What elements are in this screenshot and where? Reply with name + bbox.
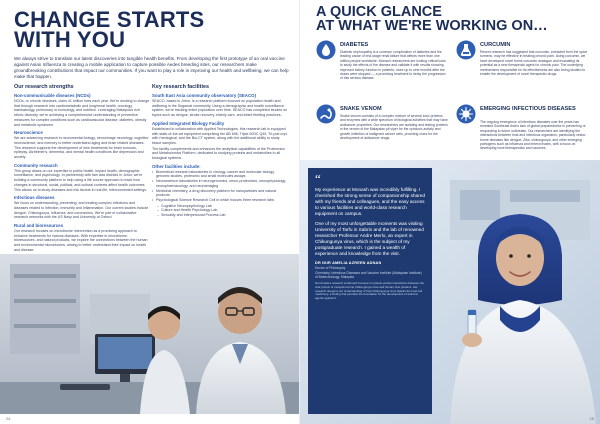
topic-body: Recent research has suggested that curcumin, extracted from the spice turmeric, may be effective in treating chronic pain. Using curcumin, we have developed novel forms curcumin analogue and evaluating its potential as a new therapeutic agent for chronic pain. The underlying mechanisms responsible for its effectiveness are also being studied to enable the development of novel therapeutic drugs. xyxy=(480,50,588,77)
topic-snake-venom xyxy=(316,104,448,160)
strength-body: We focus on understanding, preventing, and treating complex infections and diseases related to infection, immunity and inflammation. Our current studies include dengue, Chikungunya, influenza, and coronavirus. We're part of collaborative research networks with the US Navy and University of Oxford. xyxy=(14,201,149,220)
list-item: • Medicinal chemistry, a drug discovery platform for nanoparticles and natural products xyxy=(152,189,288,198)
topic-heading: CURCUMIN xyxy=(480,42,511,48)
topic-body: Snake venom consists of a complex mixture of several toxic proteins and enzymes with a wide spectrum of biological activities that may have anticancer properties. Our researchers are isolating and testing proteins in the venom of the Malaysian pit viper for the cytotoxic activity and growth inhibition of malignant cancer cells, providing clues for the development of anticancer drugs. xyxy=(340,114,448,141)
topic-body: Diabetic nephropathy is a common complication of diabetes and the leading cause of end-stage renal failure that affects more than one million people worldwide. Monash researchers are looking critical tools to study the effects of the disease and validate it with results showing improved kidney function in patients, more up to nine months after the doses were stopped — a promising treatment to delay the progression of this serious disease. xyxy=(340,50,446,81)
glance-title-line-1: A QUICK GLANCE xyxy=(316,4,442,20)
strength-heading: Community research xyxy=(14,162,58,168)
quote-author-institution: Chemistry, Infectious Diseases and Vaccine Institute (Malaysian Institute) of Biotechnology, Malaysia xyxy=(315,271,422,279)
testimonial-quote-box xyxy=(308,168,432,414)
page-number-right: 25 xyxy=(589,416,594,421)
strength-body: Our research focuses on microbiome intervention as a promising approach to enhance treatments for various diseases. With expertise in microbiome, bioresources, and natural products, we explore the connections between the human and environmental microbiomes, aiming to better understand their impact on health and disease. xyxy=(14,229,148,252)
topic-diabetes xyxy=(316,40,448,102)
other-facilities-heading: Other facilities include: xyxy=(152,163,201,169)
strength-body: NCDs, or chronic diseases, claim 41 million lives each year. We're working to change that through research into cardiometabolic and lung/renal health, oncology, haematology, pulmonary or toxicology, and nutrition. Leveraging Malaysia's rich ethnic diversity, we're achieving a comprehensive understanding of preventive measures for complex conditions such as cardiovascular disease, diabetes, obesity and metabolic syndrome. xyxy=(14,99,150,127)
facility-heading: South East Asia community observatory (SEACO) xyxy=(152,93,257,98)
quote-paragraph: My experience at Monash was incredibly fulfilling. I cherished the strong sense of companionship shared with my friends and colleagues, and the easy access to various facilities and world-class research equipment on campus. xyxy=(315,187,425,216)
facility-body: SEACO, based in Johor, is a research platform focused on population health and wellbeing in the Segamat community. Using a demographic and health surveillance system, we're tracking entire population over time. SEACO has completed studies on topics such as dengue, stroke recovery, elderly care, and infant feeding practices. xyxy=(152,99,288,118)
facility-body: The facility complements and enhances the analytical capabilities of the Proteomics and Metabolomics Platform, dedicated to studying proteins and metabolites in all biological systems. xyxy=(152,146,285,161)
title-line-1: CHANGE STARTS xyxy=(14,7,205,32)
quote-author-bio: Nur Amelia's research at Monash focused on protein-protein interactions between the viral protein of mosquito-borne Chikungunya virus and human host proteins. Her research deepens our understanding of how Chikungunya virus hijacks the host cell machinery, a finding that provides the foundation for the development of antiviral agents against it. xyxy=(315,281,425,301)
snake-icon xyxy=(316,104,336,124)
psych-labs-list xyxy=(152,204,288,218)
strength-item xyxy=(14,163,150,193)
topic-heading: DIABETES xyxy=(340,42,369,48)
strength-item xyxy=(14,195,150,220)
glance-title-line-2: AT WHAT WE'RE WORKING ON… xyxy=(316,17,548,34)
quote-mark-icon: “ xyxy=(315,171,321,186)
list-item: – Sexuality and Interpersonal Process Lab xyxy=(157,213,288,218)
page-title xyxy=(14,7,284,52)
research-strengths-column xyxy=(14,84,150,254)
list-item: – Cognitive Neuropsychology Lab xyxy=(157,204,288,209)
quote-author-name: DR NUR AMELIA AZREEN ADNAN xyxy=(315,261,382,265)
list-item: • Biomedical research laboratories in virology, cancer and molecular biology, genomic studies, proteomic and small molecules assays xyxy=(152,170,288,179)
strength-heading: Rural and bioresources xyxy=(14,223,64,229)
facility-body: Established in collaboration with Applied Technologies, this research lab is equipped with state-of-the-art equipment comprising the AB 696, Triple MXIC Q40, Tri-pod cryo with rheological, and the Bio-CT system, along with the additional ability to study tissue samples. xyxy=(152,126,288,145)
lab-photo-illustration xyxy=(0,254,300,414)
quote-author-role: Doctor of Philosophy xyxy=(315,266,346,270)
strength-item xyxy=(14,223,150,253)
facility-item xyxy=(152,93,288,118)
topic-curcumin xyxy=(456,40,588,102)
facilities-heading: Key research facilities xyxy=(152,84,209,90)
list-item: – Culture and Health Psychology Lab xyxy=(157,208,288,213)
right-page xyxy=(300,0,600,424)
quote-text xyxy=(315,187,425,257)
quote-paragraph: One of my most unforgettable moments was visiting University of Tarfu in Sabrin and the lab of renowned researcher Professor Andre Merlo, an expert in Chikungunya virus, which is the subject of my postgraduate research. I gained a wealth of experience and knowledge from the visit. xyxy=(315,221,424,256)
strength-body: We are advancing research in neuromental biology, neuroimage neurology, cognitive neuroscience, and memory to better understand aging and brain related diseases. This research supports the development of new treatments for brain tumours, epilepsy, Alzheimer's, dementia, and mental health conditions like depression and anxiety. xyxy=(14,136,149,160)
strength-item xyxy=(14,130,150,160)
droplet-icon xyxy=(316,40,336,60)
glance-title xyxy=(316,6,586,33)
strength-item xyxy=(14,93,150,127)
list-item: • Psychological Science Research Cell in which houses three research labs: xyxy=(152,198,288,203)
facility-item xyxy=(152,121,288,161)
other-facilities xyxy=(152,164,288,218)
lab-researchers-photo xyxy=(0,254,300,414)
flask-icon xyxy=(456,40,476,60)
list-item: • Neuroscience laboratories in neurogenomics, neuro-proteomics, neurophysiology, neuropharmacology, and neuroimaging xyxy=(152,179,288,188)
virus-icon xyxy=(456,104,476,124)
other-facilities-list xyxy=(152,170,288,203)
title-line-2: WITH YOU xyxy=(14,27,126,52)
topic-heading: SNAKE VENOM xyxy=(340,106,382,112)
strength-heading: Non-communicable diseases (NCDs) xyxy=(14,93,91,98)
topic-body: The ongoing emergence of infectious diseases over the years has revealed Southeast Asia's lack of global preparedness in preventing or responding to future outbreaks. Our researchers are identifying the interactions between host and infectious organisms, particularly vector-borne diseases like dengue, Zika, chikungunya, and other emerging pathogens such as influenza and enteroviruses, with a focus on developing novel therapeutics and vaccines. xyxy=(480,120,587,151)
intro-paragraph: We always strive to translate our latest discoveries into tangible health benefits. From developing the first prototype of an oral vaccine against Asian Influenza to creating a mobile application to capture possible Aedes breeding sites, our researchers make groundbreaking contributions that impact our communities. If you want to play a role in improving our health and wellbeing, we can help make that happen. xyxy=(14,56,289,79)
strength-heading: Infectious diseases xyxy=(14,195,55,201)
page-number-left: 24 xyxy=(6,416,11,421)
research-facilities-column xyxy=(152,84,288,219)
strengths-heading: Our research strengths xyxy=(14,84,74,90)
strength-body: This group draws on our expertise in public health, impact health, demographic surveillance, and psychology. In partnership with fam ada districts in Johor, we're building a community platform to help using a life course approach to track how changes in structural, social, political, and cultural contexts affect health outcomes. This allows us to study diseases and risk factors in real life, interconnected settings. xyxy=(14,168,148,192)
facility-heading: Applied Integrated Biology Facility xyxy=(152,120,225,126)
topic-emerging-infectious-diseases xyxy=(456,104,588,160)
topic-heading: EMERGING INFECTIOUS DISEASES xyxy=(480,106,576,112)
strength-heading: Neuroscience xyxy=(14,130,43,136)
